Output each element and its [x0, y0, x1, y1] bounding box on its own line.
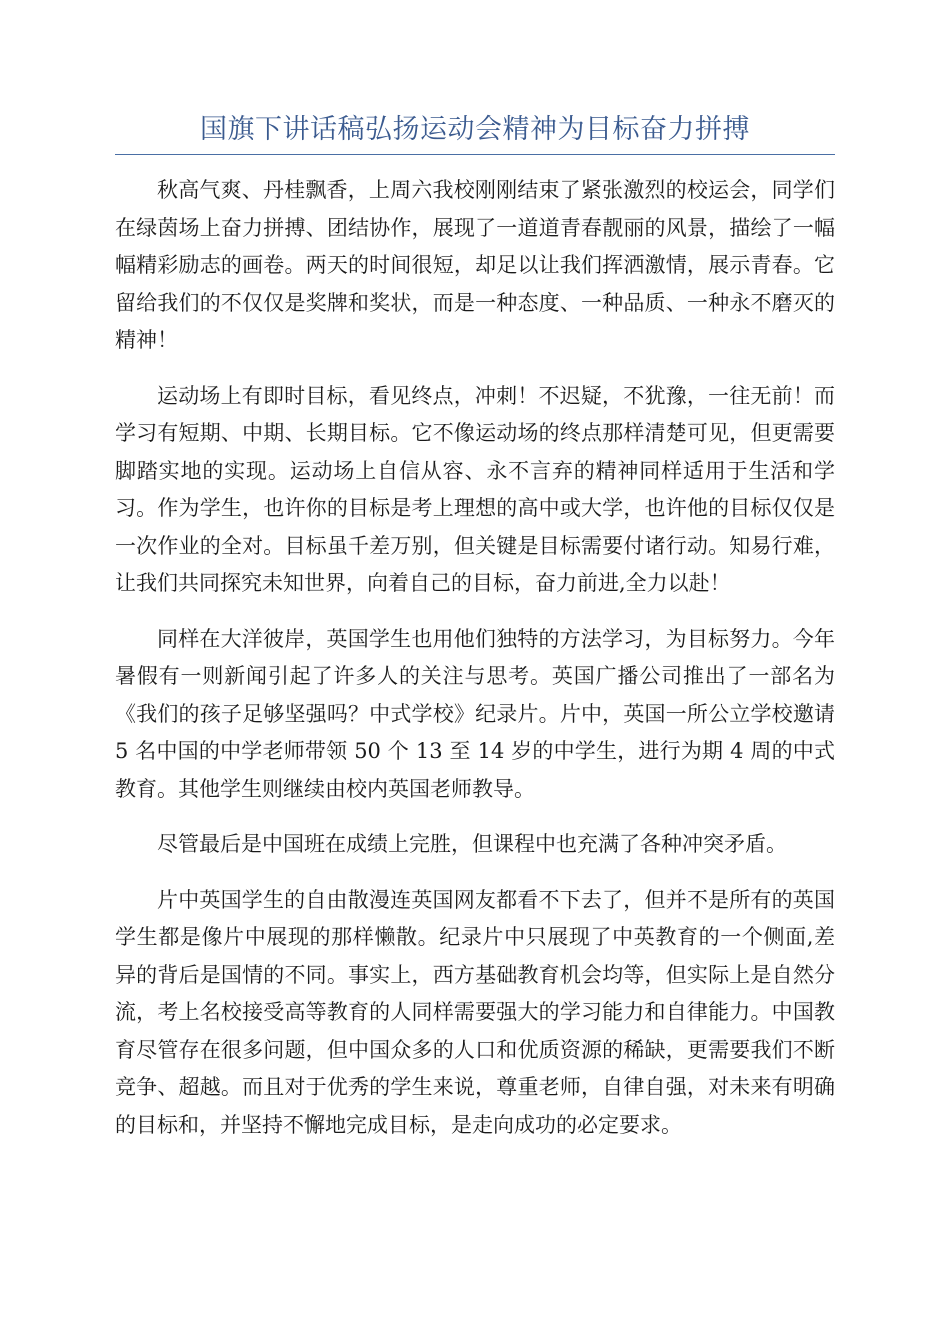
paragraph-4: 尽管最后是中国班在成绩上完胜，但课程中也充满了各种冲突矛盾。 — [157, 832, 787, 856]
title-underline — [115, 154, 835, 155]
document-title: 国旗下讲话稿弘扬运动会精神为目标奋力拼搏 — [200, 114, 750, 145]
paragraph-2: 运动场上有即时目标，看见终点，冲刺！不迟疑，不犹豫，一往无前！而学习有短期、中期、长期目标。它不像运动场的终点那样清楚可见，但更需要脚踏实地的实现。运动场上自信从容、永不言弃的精神同样适用于生活和学习。作为学生，也许你的目标是考上理想的高中或大学，也许他的目标仅仅是一次作业的全对。目标虽千差万别，但关键是目标需要付诸行动。知易行难，让我们共同探究未知世界，向着自己的目标，奋力前进,全力以赴！ — [115, 383, 835, 595]
document-body — [115, 172, 835, 1162]
paragraph-1: 秋高气爽、丹桂飘香，上周六我校刚刚结束了紧张激烈的校运会，同学们在绿茵场上奋力拼搏、团结协作，展现了一道道青春靓丽的风景，描绘了一幅幅精彩励志的画卷。两天的时间很短，却足以让我们挥洒激情，展示青春。它留给我们的不仅仅是奖牌和奖状，而是一种态度、一种品质、一种永不磨灭的精神！ — [115, 178, 835, 352]
paragraph-5: 片中英国学生的自由散漫连英国网友都看不下去了，但并不是所有的英国学生都是像片中展现的那样懒散。纪录片中只展现了中英教育的一个侧面,差异的背后是国情的不同。事实上，西方基础教育机会均等，但实际上是自然分流，考上名校接受高等教育的人同样需要强大的学习能力和自律能力。中国教育尽管存在很多问题，但中国众多的人口和优质资源的稀缺，更需要我们不断竞争、超越。而且对于优秀的学生来说，尊重老师，自律自强，对未来有明确的目标和，并坚持不懈地完成目标，是走向成功的必定要求。 — [115, 887, 835, 1137]
paragraph-3: 同样在大洋彼岸，英国学生也用他们独特的方法学习，为目标努力。今年暑假有一则新闻引起了许多人的关注与思考。英国广播公司推出了一部名为《我们的孩子足够坚强吗？中式学校》纪录片。片中，英国一所公立学校邀请 5 名中国的中学老师带领 50 个 13 至 14 岁的中学生，进行为期 4 周的中式教育。其他学生则继续由校内英国老师教导。 — [115, 626, 835, 801]
